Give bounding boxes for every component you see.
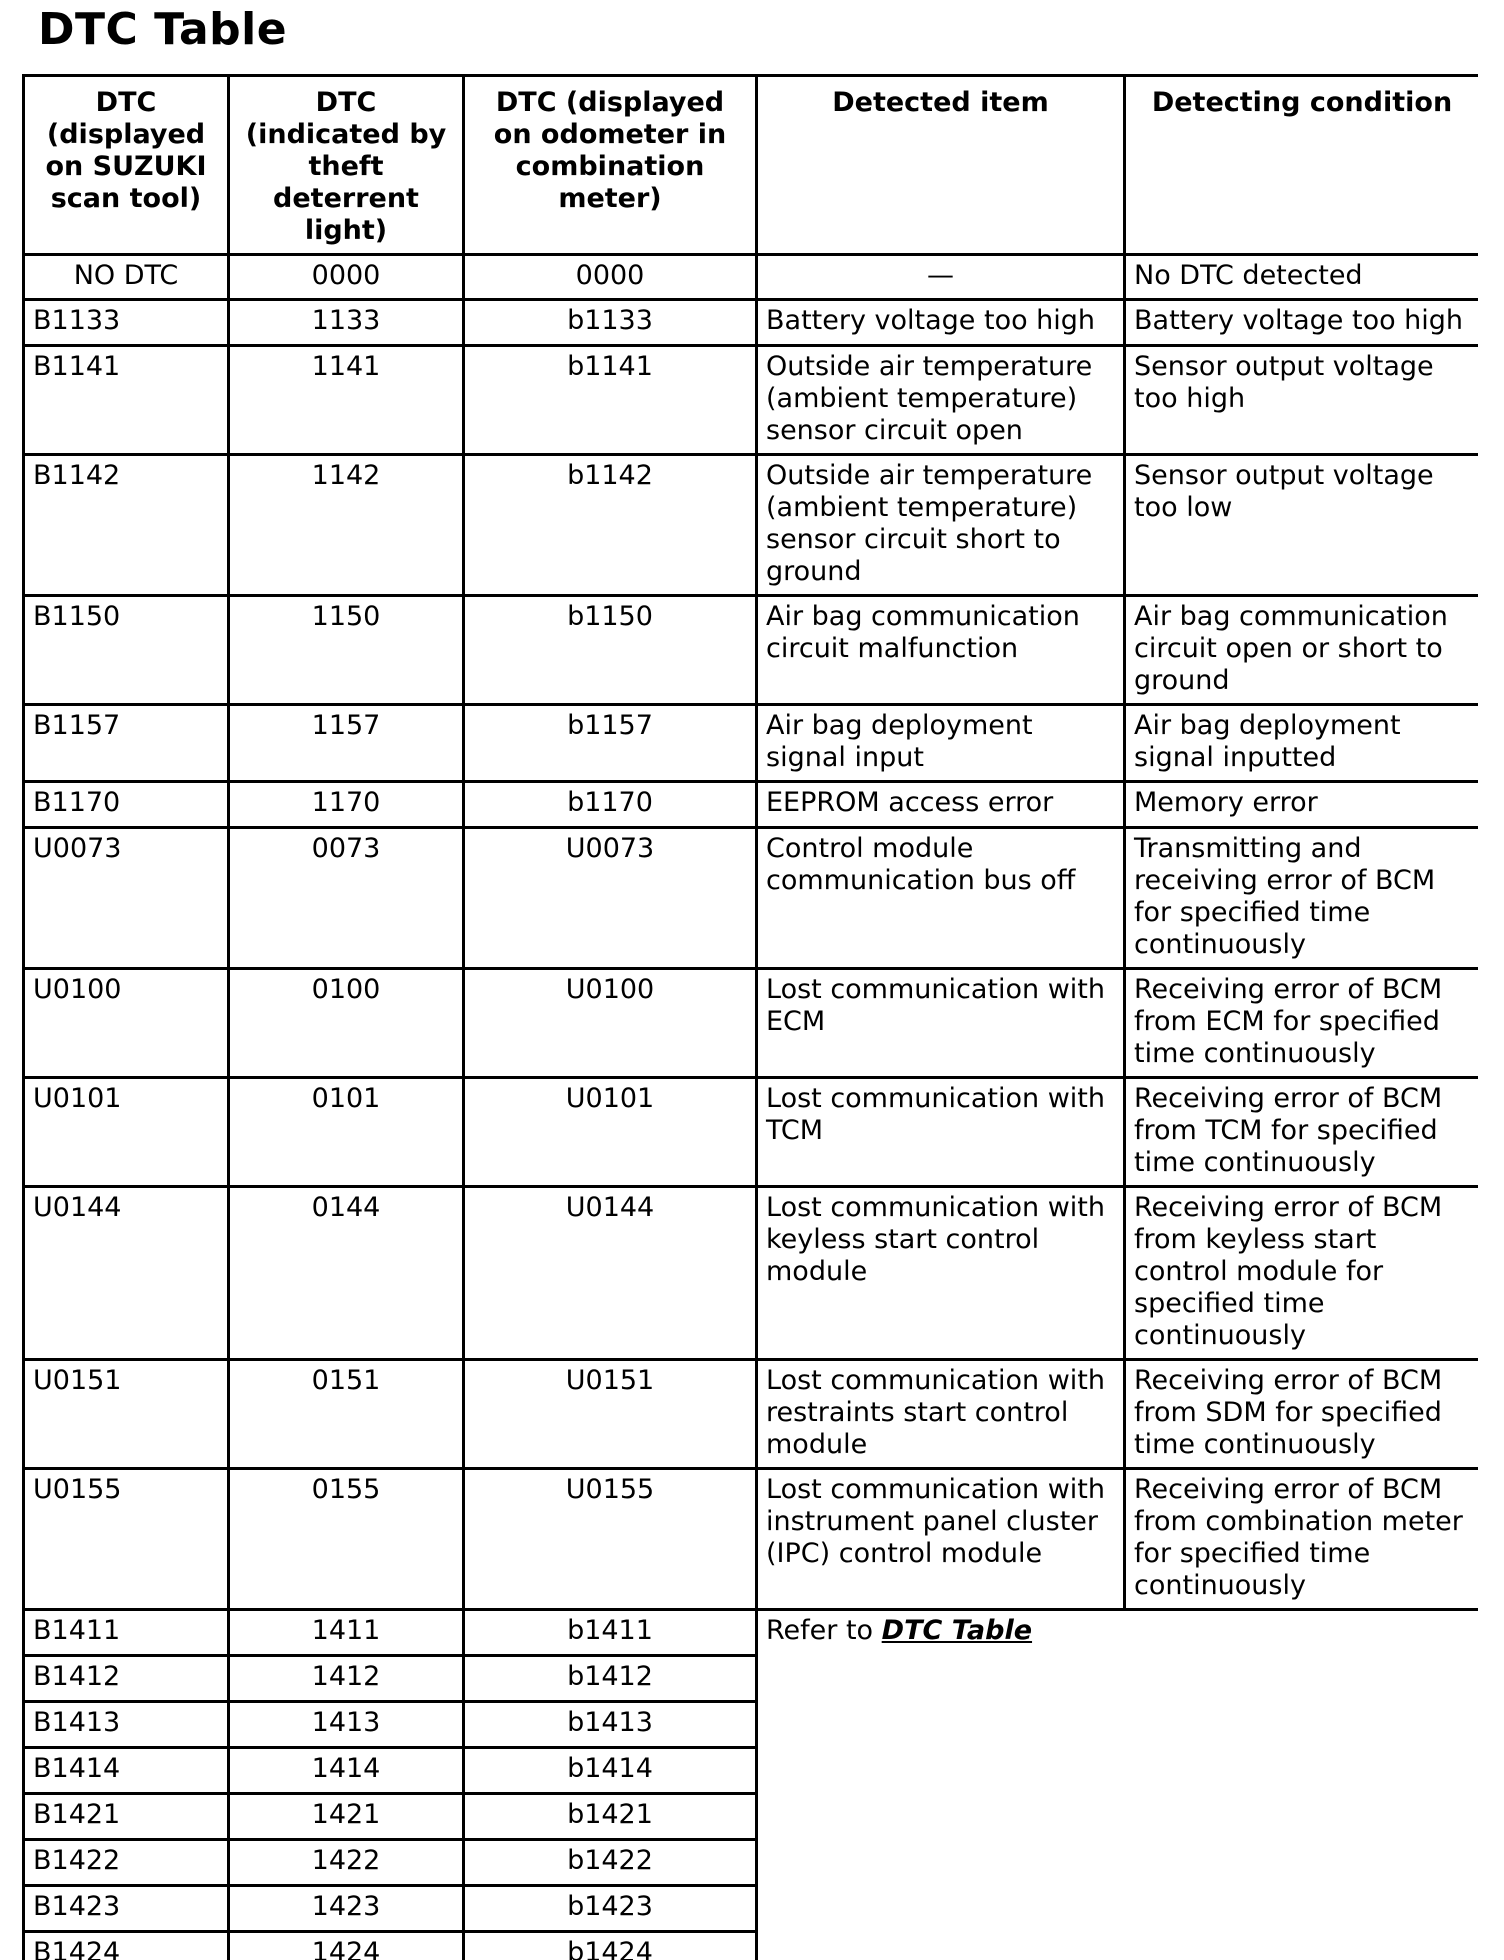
cell-theft: 0101 — [229, 1078, 464, 1187]
cell-theft: 1423 — [229, 1886, 464, 1932]
cell-cond: Receiving error of BCM from ECM for specified time continuously — [1125, 969, 1479, 1078]
cell-scan: U0073 — [24, 828, 229, 969]
cell-odo: b1412 — [464, 1656, 757, 1702]
cell-theft: 1412 — [229, 1656, 464, 1702]
cell-scan: B1423 — [24, 1886, 229, 1932]
table-row — [24, 1360, 1479, 1469]
cell-odo: b1423 — [464, 1886, 757, 1932]
cell-odo: b1422 — [464, 1840, 757, 1886]
cell-cond: Sensor output voltage too high — [1125, 346, 1479, 455]
cell-theft: 1422 — [229, 1840, 464, 1886]
cell-scan: B1421 — [24, 1794, 229, 1840]
cell-theft: 0100 — [229, 969, 464, 1078]
cell-cond: Sensor output voltage too low — [1125, 455, 1479, 596]
header-detecting-condition: Detecting condition — [1125, 76, 1479, 255]
cell-odo: b1170 — [464, 782, 757, 828]
cell-scan: U0151 — [24, 1360, 229, 1469]
cell-odo: b1424 — [464, 1932, 757, 1960]
cell-cond: Battery voltage too high — [1125, 300, 1479, 346]
dtc-table-link[interactable]: DTC Table — [881, 1615, 1033, 1646]
cell-refer — [757, 1610, 1479, 1960]
cell-odo: b1411 — [464, 1610, 757, 1656]
header-theft-light-dtc: DTC (indicated by theft deterrent light) — [229, 76, 464, 255]
cell-item: — — [757, 255, 1125, 300]
cell-item: Lost communication with ECM — [757, 969, 1125, 1078]
cell-odo: U0073 — [464, 828, 757, 969]
cell-item: Outside air temperature (ambient temperature) sensor circuit open — [757, 346, 1125, 455]
table-row — [24, 969, 1479, 1078]
cell-odo: b1414 — [464, 1748, 757, 1794]
cell-item: Control module communication bus off — [757, 828, 1125, 969]
table-row — [24, 300, 1479, 346]
cell-scan: B1157 — [24, 705, 229, 782]
header-detected-item: Detected item — [757, 76, 1125, 255]
cell-theft: 0073 — [229, 828, 464, 969]
cell-odo: U0100 — [464, 969, 757, 1078]
cell-item: Outside air temperature (ambient temperature) sensor circuit short to ground — [757, 455, 1125, 596]
table-row — [24, 1187, 1479, 1360]
cell-odo: b1142 — [464, 455, 757, 596]
cell-item: Air bag communication circuit malfunction — [757, 596, 1125, 705]
dtc-table — [22, 74, 1478, 1960]
cell-theft: 1424 — [229, 1932, 464, 1960]
cell-theft: 0155 — [229, 1469, 464, 1610]
cell-item: Lost communication with instrument panel cluster (IPC) control module — [757, 1469, 1125, 1610]
table-row — [24, 455, 1479, 596]
table-row — [24, 346, 1479, 455]
cell-cond: Air bag deployment signal inputted — [1125, 705, 1479, 782]
cell-theft: 1414 — [229, 1748, 464, 1794]
table-row — [24, 782, 1479, 828]
cell-item: Air bag deployment signal input — [757, 705, 1125, 782]
refer-prefix: Refer to — [766, 1615, 874, 1646]
cell-odo: U0155 — [464, 1469, 757, 1610]
cell-odo: U0144 — [464, 1187, 757, 1360]
cell-odo: U0101 — [464, 1078, 757, 1187]
cell-odo: U0151 — [464, 1360, 757, 1469]
cell-item: Lost communication with restraints start control module — [757, 1360, 1125, 1469]
cell-scan: B1150 — [24, 596, 229, 705]
cell-cond: Receiving error of BCM from TCM for specified time continuously — [1125, 1078, 1479, 1187]
cell-cond: Receiving error of BCM from keyless start control module for specified time continuously — [1125, 1187, 1479, 1360]
cell-theft: 1133 — [229, 300, 464, 346]
table-row — [24, 1078, 1479, 1187]
table-row-no-dtc — [24, 255, 1479, 300]
cell-theft: 0144 — [229, 1187, 464, 1360]
cell-item: Lost communication with keyless start control module — [757, 1187, 1125, 1360]
cell-cond: Air bag communication circuit open or short to ground — [1125, 596, 1479, 705]
cell-item: Battery voltage too high — [757, 300, 1125, 346]
header-scan-tool-dtc: DTC (displayed on SUZUKI scan tool) — [24, 76, 229, 255]
cell-scan: NO DTC — [24, 255, 229, 300]
cell-scan: B1411 — [24, 1610, 229, 1656]
cell-theft: 0151 — [229, 1360, 464, 1469]
cell-cond: No DTC detected — [1125, 255, 1479, 300]
table-row — [24, 705, 1479, 782]
cell-theft: 1150 — [229, 596, 464, 705]
cell-scan: B1133 — [24, 300, 229, 346]
cell-odo: b1157 — [464, 705, 757, 782]
cell-scan: U0100 — [24, 969, 229, 1078]
cell-cond: Memory error — [1125, 782, 1479, 828]
cell-scan: B1142 — [24, 455, 229, 596]
table-row — [24, 596, 1479, 705]
cell-theft: 1142 — [229, 455, 464, 596]
cell-cond: Receiving error of BCM from SDM for specified time continuously — [1125, 1360, 1479, 1469]
cell-odo: 0000 — [464, 255, 757, 300]
cell-theft: 1157 — [229, 705, 464, 782]
cell-scan: B1412 — [24, 1656, 229, 1702]
dtc-table-container — [22, 74, 1478, 1960]
cell-theft: 1411 — [229, 1610, 464, 1656]
cell-scan: B1422 — [24, 1840, 229, 1886]
cell-odo: b1133 — [464, 300, 757, 346]
cell-item: EEPROM access error — [757, 782, 1125, 828]
cell-scan: B1414 — [24, 1748, 229, 1794]
cell-theft: 1141 — [229, 346, 464, 455]
cell-scan: B1170 — [24, 782, 229, 828]
cell-theft: 1170 — [229, 782, 464, 828]
cell-scan: U0101 — [24, 1078, 229, 1187]
cell-odo: b1141 — [464, 346, 757, 455]
table-row — [24, 1610, 1479, 1656]
table-row — [24, 1469, 1479, 1610]
cell-scan: B1413 — [24, 1702, 229, 1748]
cell-odo: b1150 — [464, 596, 757, 705]
table-row — [24, 828, 1479, 969]
cell-odo: b1421 — [464, 1794, 757, 1840]
cell-theft: 0000 — [229, 255, 464, 300]
cell-cond: Transmitting and receiving error of BCM for specified time continuously — [1125, 828, 1479, 969]
cell-scan: B1141 — [24, 346, 229, 455]
cell-scan: B1424 — [24, 1932, 229, 1960]
header-odometer-dtc: DTC (displayed on odometer in combination meter) — [464, 76, 757, 255]
page-title: DTC Table — [38, 4, 288, 55]
cell-scan: U0144 — [24, 1187, 229, 1360]
header-row — [24, 76, 1479, 255]
cell-theft: 1421 — [229, 1794, 464, 1840]
cell-cond: Receiving error of BCM from combination meter for specified time continuously — [1125, 1469, 1479, 1610]
cell-item: Lost communication with TCM — [757, 1078, 1125, 1187]
cell-scan: U0155 — [24, 1469, 229, 1610]
cell-theft: 1413 — [229, 1702, 464, 1748]
cell-odo: b1413 — [464, 1702, 757, 1748]
